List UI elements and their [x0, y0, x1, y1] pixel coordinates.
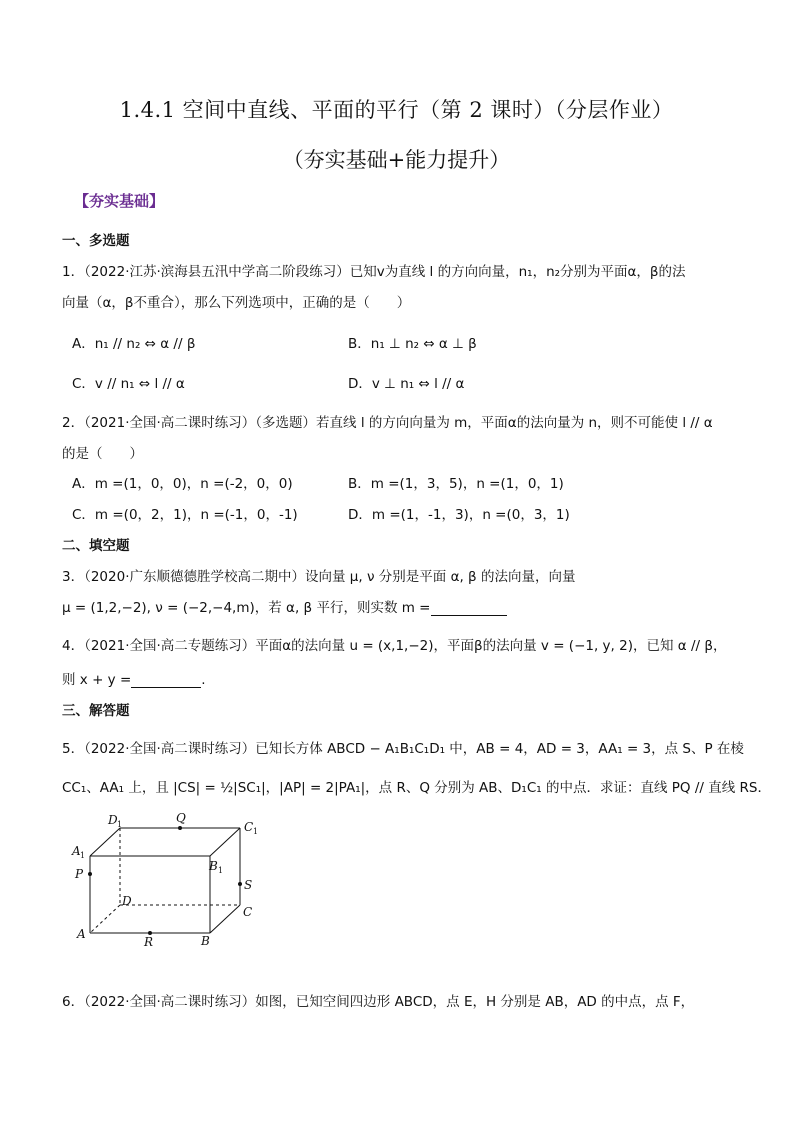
label-b: B — [201, 934, 210, 948]
cuboid-figure — [70, 808, 270, 953]
label-q: Q — [176, 811, 186, 825]
q3-line2-text: μ = (1,2,−2), ν = (−2,−4,m)，若 α, β 平行，则实数 m = — [62, 600, 431, 616]
q4-line1: 4．（2021·全国·高二专题练习）平面α的法向量 u = (x,1,−2)，平面β的法向量 v = (−1, y, 2)，已知 α // β， — [62, 638, 727, 654]
label-s: S — [244, 878, 253, 892]
svg-text:1: 1 — [253, 827, 259, 836]
q4-line2: 则 x + y = . — [62, 672, 206, 688]
q2-option-a: A．m =(1，0，0)，n =(-2，0，0) — [72, 476, 293, 492]
label-d: D — [122, 894, 132, 908]
q1-line2: 向量（α，β不重合），那么下列选项中，正确的是（ ） — [62, 295, 411, 311]
q2-line1: 2．（2021·全国·高二课时练习）（多选题）若直线 l 的方向向量为 m，平面α的法向量为 n，则不可能使 l // α — [62, 415, 713, 431]
q1-option-a: A．n₁ // n₂ ⇔ α // β — [72, 336, 196, 352]
label-a: A — [77, 927, 86, 941]
q1-line1: 1．（2022·江苏·滨海县五汛中学高二阶段练习）已知v为直线 l 的方向向量，n₁，n₂分别为平面α，β的法 — [62, 264, 686, 280]
heading-multiple-choice: 一、多选题 — [62, 233, 130, 249]
label-p: P — [75, 867, 84, 881]
heading-fill-in: 二、填空题 — [62, 538, 130, 554]
svg-text:1: 1 — [218, 866, 224, 875]
label-b1: B — [209, 859, 218, 873]
q2-option-c: C．m =(0，2，1)，n =(-1，0，-1) — [72, 507, 298, 523]
q5-line1: 5．（2022·全国·高二课时练习）已知长方体 ABCD − A₁B₁C₁D₁ 中，AB = 4，AD = 3，AA₁ = 3，点 S、P 在棱 — [62, 741, 744, 757]
page-subtitle: （夯实基础+能力提升） — [282, 148, 511, 172]
q1-option-d: D．v ⊥ n₁ ⇔ l // α — [348, 376, 465, 392]
svg-text:1: 1 — [80, 851, 86, 860]
q3-answer-blank[interactable] — [431, 599, 507, 616]
label-c: C — [243, 905, 253, 919]
q4-answer-blank[interactable] — [131, 671, 201, 688]
q1-option-b: B．n₁ ⊥ n₂ ⇔ α ⊥ β — [348, 336, 477, 352]
label-d1: D — [108, 813, 118, 827]
q1-option-c: C．v // n₁ ⇔ l // α — [72, 376, 185, 392]
section-tag: 【夯实基础】 — [74, 192, 165, 210]
label-a1: A — [72, 844, 81, 858]
q6-line1: 6．（2022·全国·高二课时练习）如图，已知空间四边形 ABCD，点 E，H 分别是 AB，AD 的中点，点 F， — [62, 994, 695, 1010]
q2-line2: 的是（ ） — [62, 446, 143, 462]
q4-line2-text: 则 x + y = — [62, 672, 132, 688]
q3-line1: 3．（2020·广东顺德德胜学校高二期中）设向量 μ, ν 分别是平面 α, β 的法向量，向量 — [62, 569, 576, 585]
heading-solution: 三、解答题 — [62, 703, 130, 719]
q5-line2: CC₁、AA₁ 上，且 |CS| = ½|SC₁|，|AP| = 2|PA₁|，点 R、Q 分别为 AB、D₁C₁ 的中点．求证：直线 PQ // 直线 RS． — [62, 780, 771, 796]
svg-text:1: 1 — [117, 820, 123, 829]
label-c1: C — [244, 820, 254, 834]
page-title: 1.4.1 空间中直线、平面的平行（第 2 课时）（分层作业） — [119, 98, 674, 122]
label-r: R — [144, 935, 154, 949]
q2-option-d: D．m =(1，-1，3)，n =(0，3，1) — [348, 507, 570, 523]
q2-option-b: B．m =(1，3，5)，n =(1，0，1) — [348, 476, 564, 492]
q3-line2 — [62, 596, 507, 616]
